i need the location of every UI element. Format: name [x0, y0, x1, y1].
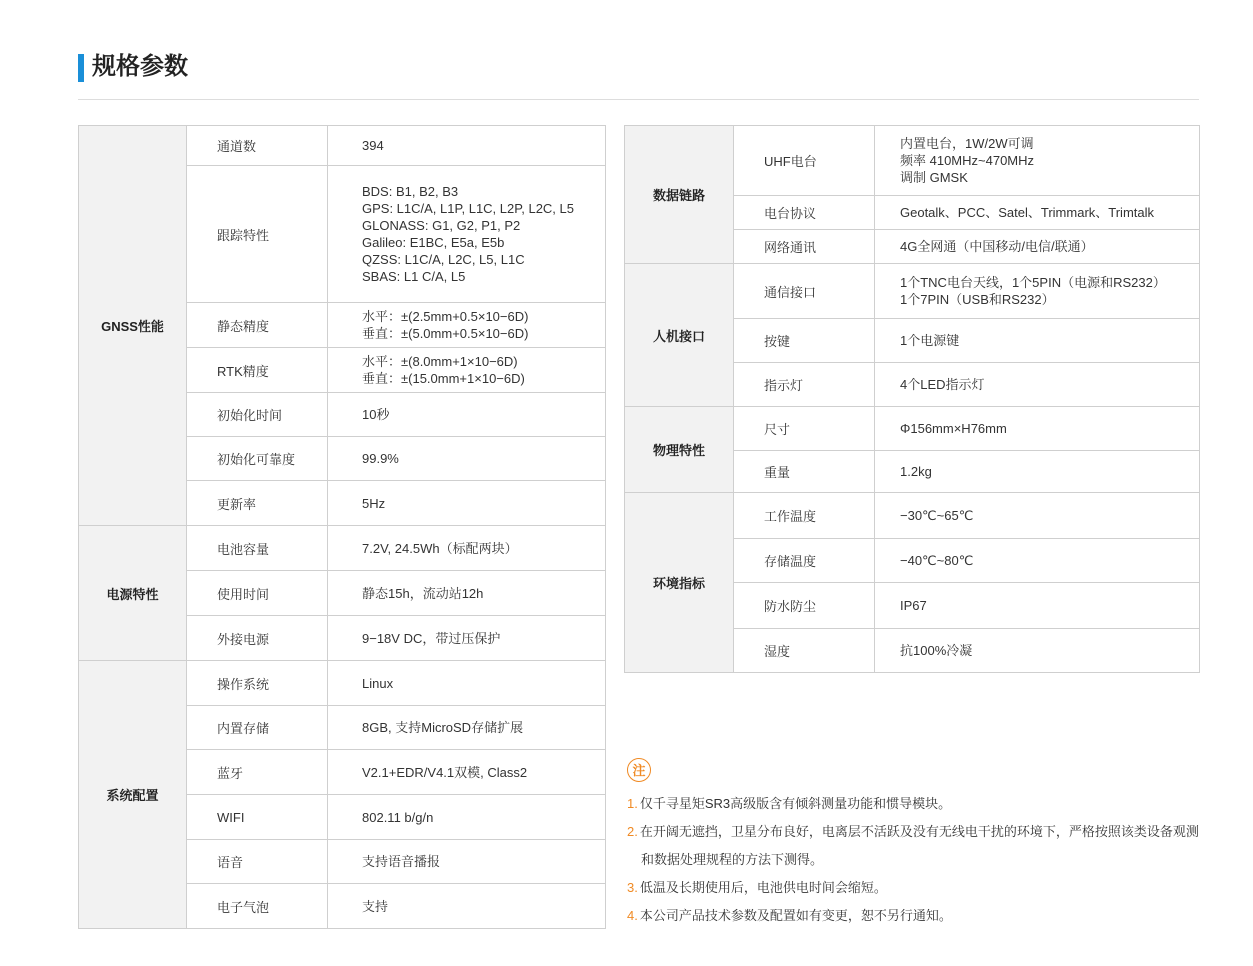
- spec-value: [328, 616, 606, 661]
- spec-item-label: 蓝牙: [187, 750, 328, 795]
- spec-item-label: 更新率: [187, 481, 328, 526]
- spec-item-label: 初始化时间: [187, 393, 328, 437]
- spec-value: [328, 348, 606, 393]
- spec-value: [328, 571, 606, 616]
- spec-value: [875, 539, 1200, 583]
- spec-value: [328, 437, 606, 481]
- spec-value-line: Galileo: E1BC, E5a, E5b: [362, 235, 505, 250]
- spec-value-line: Φ156mm×H76mm: [900, 421, 1007, 436]
- spec-value-line: 10秒: [362, 407, 390, 422]
- page-title: 规格参数: [92, 53, 188, 80]
- spec-value-line: 802.11 b/g/n: [362, 809, 434, 825]
- spec-value-line: 1个TNC电台天线，1个5PIN（电源和RS232）: [900, 275, 1166, 290]
- spec-value: [875, 363, 1200, 407]
- spec-value: [875, 126, 1200, 196]
- note-text: 低温及长期使用后，电池供电时间会缩短。: [639, 880, 887, 895]
- spec-value-line: QZSS: L1C/A, L2C, L5, L1C: [362, 252, 525, 267]
- spec-item-label: 网络通讯: [734, 230, 875, 264]
- spec-value-line: SBAS: L1 C/A, L5: [362, 269, 466, 284]
- note-text: 和数据处理规程的方法下测得。: [641, 852, 824, 867]
- spec-value: [328, 166, 606, 303]
- spec-value: [875, 196, 1200, 230]
- spec-value: [875, 493, 1200, 539]
- spec-value: [328, 750, 606, 795]
- spec-item-label: 电池容量: [187, 526, 328, 571]
- spec-value-line: −30℃~65℃: [900, 508, 974, 523]
- spec-value: [328, 481, 606, 526]
- spec-item-label: 尺寸: [734, 407, 875, 451]
- spec-value-line: 内置电台，1W/2W可调: [900, 136, 1034, 151]
- spec-row: [625, 407, 1200, 451]
- spec-item-label: 外接电源: [187, 616, 328, 661]
- spec-value-line: BDS: B1, B2, B3: [362, 184, 459, 199]
- spec-value: [328, 526, 606, 571]
- title-divider: [78, 99, 1199, 100]
- spec-item-label: 使用时间: [187, 571, 328, 616]
- spec-value-line: 支持语音播报: [362, 854, 441, 869]
- spec-value-line: 99.9%: [362, 451, 399, 466]
- spec-row: [625, 126, 1200, 196]
- spec-value-line: IP67: [900, 598, 927, 613]
- note-item: [627, 818, 1227, 846]
- spec-value-line: 394: [362, 138, 384, 153]
- spec-row: [625, 264, 1200, 319]
- spec-table-right: [624, 125, 1200, 673]
- spec-item-label: 通信接口: [734, 264, 875, 319]
- spec-item-label: 内置存储: [187, 706, 328, 750]
- spec-value-line: 垂直：±(15.0mm+1×10−6D): [362, 371, 525, 386]
- spec-item-label: 重量: [734, 451, 875, 493]
- spec-row: [625, 493, 1200, 539]
- spec-value-line: GLONASS: G1, G2, P1, P2: [362, 218, 521, 233]
- spec-value-line: 4G全网通（中国移动/电信/联通）: [900, 239, 1094, 254]
- spec-item-label: 语音: [187, 840, 328, 884]
- spec-table-left: [78, 125, 606, 929]
- note-text: 本公司产品技术参数及配置如有变更，恕不另行通知。: [639, 908, 952, 923]
- spec-value-line: 1个电源键: [900, 333, 960, 348]
- note-number: 1.: [627, 796, 638, 811]
- spec-value: [875, 451, 1200, 493]
- spec-value-line: 5Hz: [362, 495, 386, 511]
- note-number: 3.: [627, 880, 638, 895]
- spec-value-line: 支持: [362, 898, 389, 914]
- group-label: 电源特性: [79, 526, 187, 661]
- spec-value-line: 水平：±(2.5mm+0.5×10−6D): [362, 309, 529, 324]
- spec-value-line: 1.2kg: [900, 464, 932, 479]
- group-label: 人机接口: [625, 264, 734, 407]
- spec-item-label: RTK精度: [187, 348, 328, 393]
- spec-value-line: −40℃~80℃: [900, 553, 974, 568]
- spec-value: [875, 319, 1200, 363]
- spec-item-label: 电子气泡: [187, 884, 328, 929]
- spec-value-line: 抗100%冷凝: [900, 643, 973, 658]
- spec-value: [328, 795, 606, 840]
- group-label: 环境指标: [625, 493, 734, 673]
- spec-item-label: 电台协议: [734, 196, 875, 230]
- group-label: 数据链路: [625, 126, 734, 264]
- spec-value-line: 静态15h，流动站12h: [362, 585, 484, 601]
- spec-value: [328, 884, 606, 929]
- title-accent-bar: [78, 54, 84, 82]
- spec-value-line: Linux: [362, 675, 394, 691]
- spec-item-label: 防水防尘: [734, 583, 875, 629]
- spec-value-line: 8GB, 支持MicroSD存储扩展: [362, 720, 524, 735]
- spec-value: [328, 840, 606, 884]
- spec-item-label: 通道数: [187, 126, 328, 166]
- spec-item-label: 按键: [734, 319, 875, 363]
- spec-row: [79, 661, 606, 706]
- note-item: [627, 846, 1227, 874]
- spec-item-label: 静态精度: [187, 303, 328, 348]
- spec-value-line: Geotalk、PCC、Satel、Trimmark、Trimtalk: [900, 205, 1155, 220]
- spec-value: [875, 629, 1200, 673]
- spec-value-line: 频率 410MHz~470MHz: [900, 153, 1035, 168]
- note-item: [627, 874, 1227, 902]
- note-number: 4.: [627, 908, 638, 923]
- notes-list: [627, 790, 1227, 930]
- spec-item-label: 操作系统: [187, 661, 328, 706]
- spec-item-label: 存储温度: [734, 539, 875, 583]
- spec-value-line: 调制 GMSK: [900, 170, 968, 185]
- spec-value-line: V2.1+EDR/V4.1双模, Class2: [362, 764, 528, 780]
- spec-value: [875, 230, 1200, 264]
- group-label: 系统配置: [79, 661, 187, 929]
- spec-item-label: UHF电台: [734, 126, 875, 196]
- spec-value-line: 水平：±(8.0mm+1×10−6D): [362, 354, 518, 369]
- group-label: GNSS性能: [79, 126, 187, 526]
- spec-item-label: WIFI: [187, 795, 328, 840]
- spec-row: [79, 126, 606, 166]
- spec-item-label: 工作温度: [734, 493, 875, 539]
- spec-value: [328, 393, 606, 437]
- spec-item-label: 初始化可靠度: [187, 437, 328, 481]
- spec-value: [875, 264, 1200, 319]
- spec-value: [875, 583, 1200, 629]
- note-number: 2.: [627, 824, 638, 839]
- spec-value: [328, 706, 606, 750]
- spec-value-line: 7.2V, 24.5Wh（标配两块）: [362, 540, 518, 556]
- spec-value-line: 9−18V DC，带过压保护: [362, 630, 501, 646]
- note-text: 在开阔无遮挡，卫星分布良好，电离层不活跃及没有无线电干扰的环境下，严格按照该类设备观测: [639, 824, 1199, 839]
- note-text: 仅千寻星矩SR3高级版含有倾斜测量功能和惯导模块。: [639, 796, 952, 811]
- spec-row: [79, 526, 606, 571]
- group-label: 物理特性: [625, 407, 734, 493]
- spec-value: [328, 661, 606, 706]
- spec-value: [328, 303, 606, 348]
- note-item: [627, 790, 1227, 818]
- spec-item-label: 跟踪特性: [187, 166, 328, 303]
- spec-value-line: 4个LED指示灯: [900, 377, 985, 392]
- spec-item-label: 指示灯: [734, 363, 875, 407]
- spec-value-line: 垂直：±(5.0mm+0.5×10−6D): [362, 326, 529, 341]
- spec-value: [328, 126, 606, 166]
- spec-value-line: GPS: L1C/A, L1P, L1C, L2P, L2C, L5: [362, 201, 574, 216]
- spec-item-label: 湿度: [734, 629, 875, 673]
- spec-value-line: 1个7PIN（USB和RS232）: [900, 292, 1055, 307]
- note-icon: 注: [627, 758, 651, 782]
- spec-value: [875, 407, 1200, 451]
- note-item: [627, 902, 1227, 930]
